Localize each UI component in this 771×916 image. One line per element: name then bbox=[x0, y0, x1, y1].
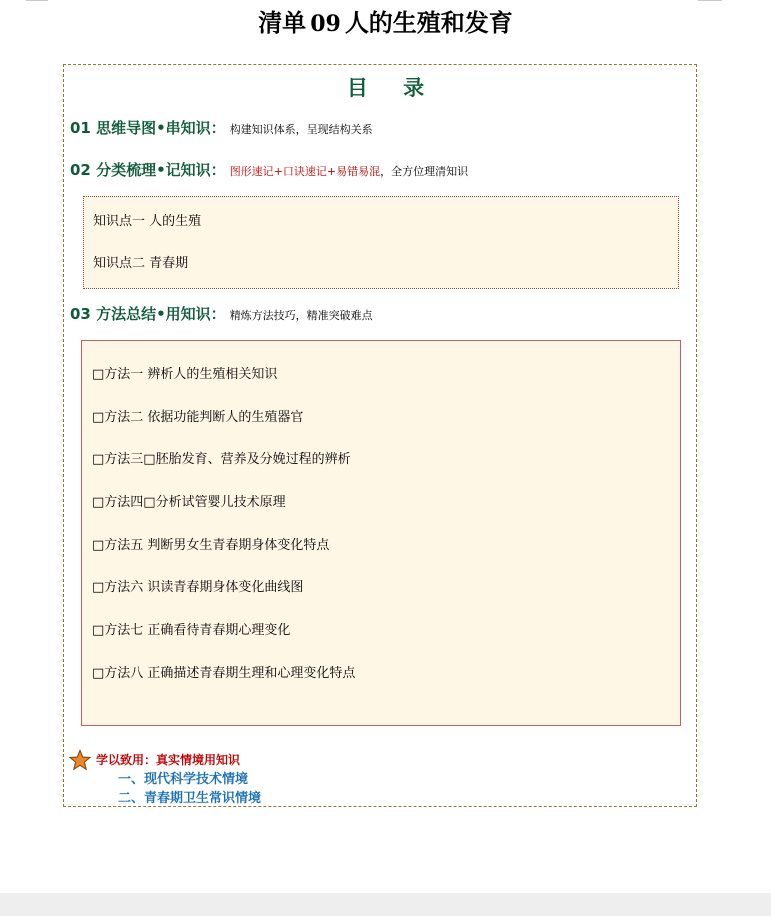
knowledge-points-box bbox=[83, 196, 679, 289]
method-item-5[interactable]: □方法五 判断男女生青春期身体变化特点 bbox=[92, 538, 330, 553]
section-desc-rest: ，全方位理清知识 bbox=[380, 165, 469, 178]
method-item-7[interactable]: □方法七 正确看待青春期心理变化 bbox=[92, 623, 291, 638]
apply-heading: 学以致用：真实情境用知识 bbox=[96, 753, 241, 767]
knowledge-point-2[interactable]: 知识点二 青春期 bbox=[93, 256, 189, 271]
bottom-bar bbox=[0, 893, 771, 916]
method-item-1[interactable]: □方法一 辨析人的生殖相关知识 bbox=[92, 367, 278, 382]
section-head: 03 方法总结•用知识： bbox=[70, 305, 226, 323]
crop-mark-left bbox=[26, 0, 48, 1]
section-desc: 精炼方法技巧，精准突破难点 bbox=[229, 309, 373, 322]
section-desc: 构建知识体系，呈现结构关系 bbox=[229, 123, 373, 136]
toc-section-02[interactable] bbox=[70, 158, 468, 182]
section-head: 02 分类梳理•记知识： bbox=[70, 161, 226, 179]
section-desc-highlight: 图形速记+口诀速记+易错易混 bbox=[229, 165, 381, 178]
page-title bbox=[0, 8, 771, 39]
method-item-8[interactable]: □方法八 正确描述青春期生理和心理变化特点 bbox=[92, 666, 356, 681]
title-number: 09 bbox=[310, 11, 341, 37]
method-item-4[interactable]: □方法四□分析试管婴儿技术原理 bbox=[92, 495, 286, 510]
apply-item-2[interactable]: 二、青春期卫生常识情境 bbox=[118, 791, 262, 806]
section-head: 01 思维导图•串知识： bbox=[70, 119, 226, 137]
toc-section-03[interactable] bbox=[70, 302, 373, 326]
section-desc bbox=[230, 165, 468, 178]
title-suffix: 人的生殖和发育 bbox=[344, 9, 513, 37]
method-item-2[interactable]: □方法二 依据功能判断人的生殖器官 bbox=[92, 410, 304, 425]
method-item-6[interactable]: □方法六 识读青春期身体变化曲线图 bbox=[92, 580, 304, 595]
apply-item-1[interactable]: 一、现代科学技术情境 bbox=[118, 772, 249, 787]
crop-mark-right bbox=[698, 0, 722, 1]
toc-heading: 目 录 bbox=[346, 76, 439, 100]
star-icon bbox=[69, 749, 91, 771]
knowledge-point-1[interactable]: 知识点一 人的生殖 bbox=[93, 214, 202, 229]
method-item-3[interactable]: □方法三□胚胎发育、营养及分娩过程的辨析 bbox=[92, 452, 351, 467]
title-prefix: 清单 bbox=[258, 9, 307, 37]
toc-section-01[interactable] bbox=[70, 116, 373, 140]
